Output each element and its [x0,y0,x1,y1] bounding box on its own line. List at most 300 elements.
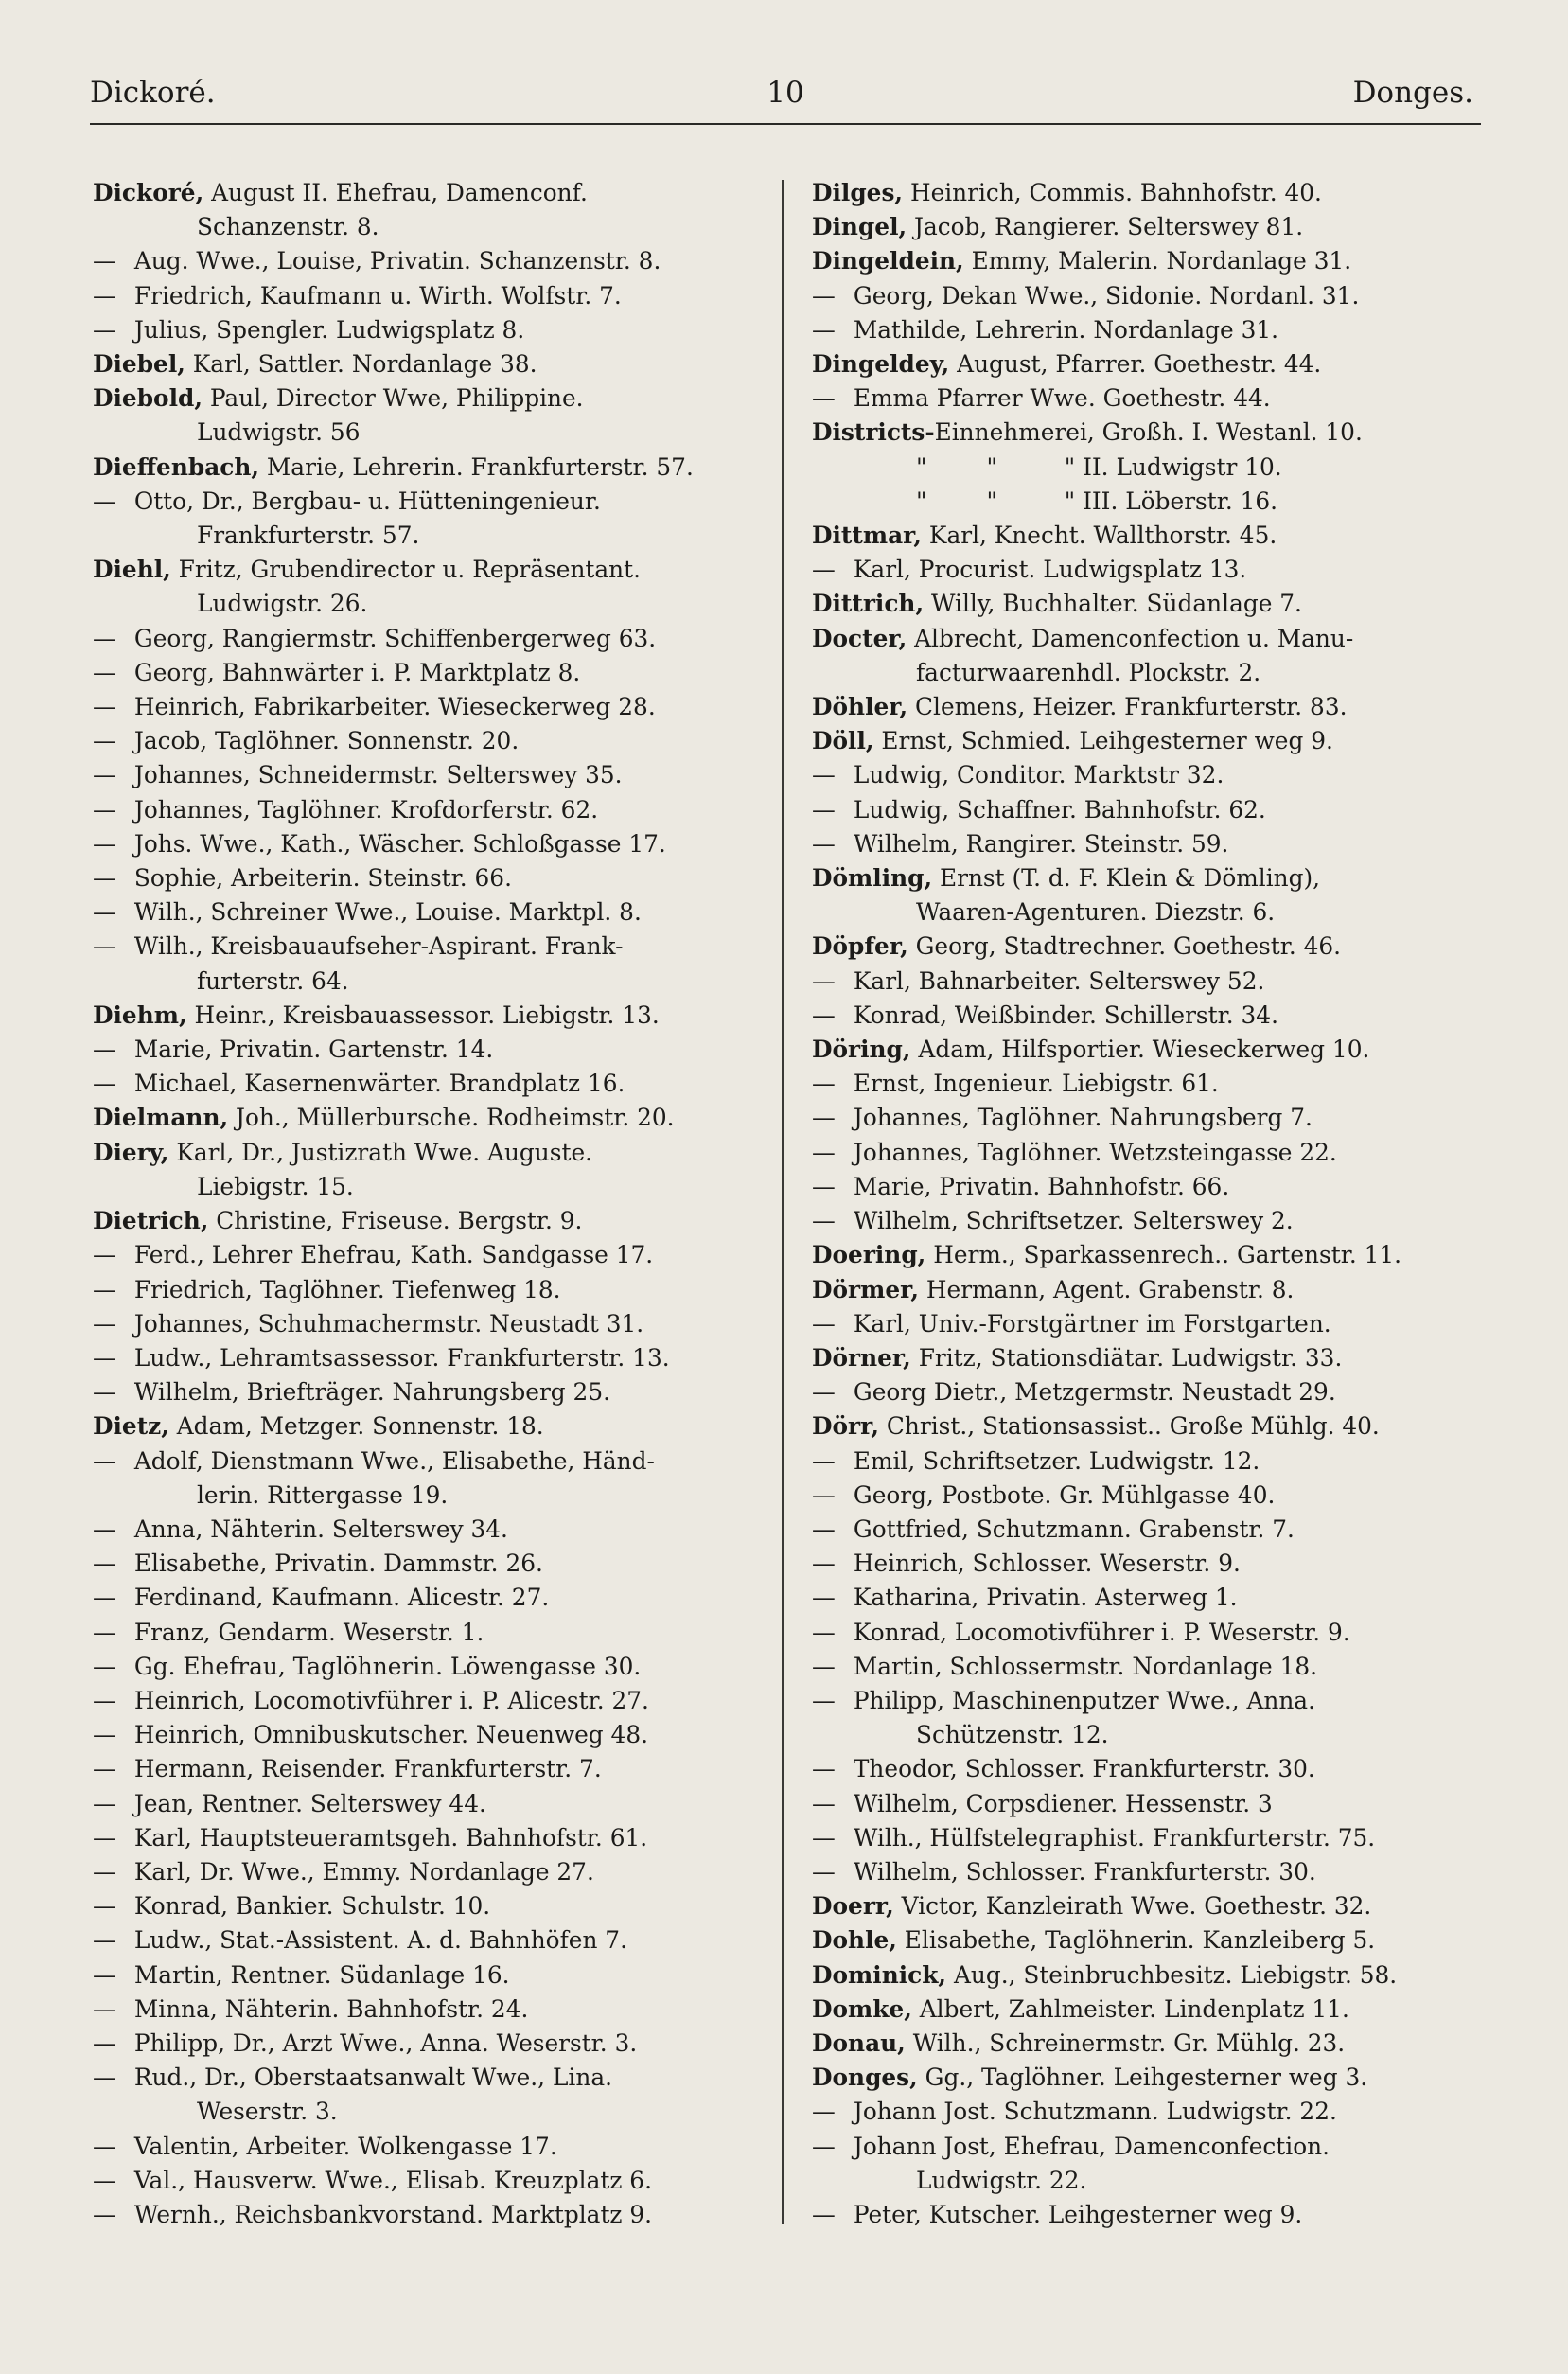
directory-entry [812,244,1486,278]
entry-details: Johannes, Taglöhner. Krofdorferstr. 62. [127,795,599,824]
directory-subentry [93,485,766,519]
directory-entry [93,999,766,1033]
directory-subentry [93,279,766,313]
entry-continuation: Liebigstr. 15. [197,1172,354,1200]
page-number: 10 [766,76,804,110]
ditto-dash: — [93,693,116,721]
surname: Dielmann, [93,1104,229,1132]
entry-details: Wilhelm, Rangirer. Steinstr. 59. [846,829,1229,858]
entry-details: Ernst (T. d. F. Klein & Dömling), [932,864,1321,893]
entry-details: Ernst, Schmied. Leihgesterner weg 9. [873,727,1333,755]
entry-details: Martin, Schlossermstr. Nordanlage 18. [846,1652,1318,1680]
directory-entry [812,861,1486,895]
entry-details: Ludw., Lehramtsassessor. Frankfurterstr. 13. [127,1343,670,1372]
directory-subentry [93,1067,766,1101]
entry-details: Karl, Procurist. Ludwigsplatz 13. [846,556,1247,584]
directory-subentry [93,1993,766,2027]
entry-continuation: Ludwigstr. 26. [197,590,368,618]
ditto-dash: — [93,1926,116,1955]
ditto-dash: — [93,1275,116,1303]
entry-details: Marie, Privatin. Bahnhofstr. 66. [846,1172,1230,1200]
entry-details: Joh., Müllerbursche. Rodheimstr. 20. [228,1104,675,1132]
ditto-dash: — [812,1789,836,1817]
entry-details: Herm., Sparkassenrech.. Gartenstr. 11. [925,1241,1402,1269]
ditto-dash: — [93,1584,116,1612]
entry-details: Adolf, Dienstmann Wwe., Elisabethe, Händ- [127,1446,655,1475]
surname: Döhler, [812,693,908,721]
surname: Dingeldey, [812,350,950,379]
directory-subentry [93,930,766,964]
entry-details: Konrad, Bankier. Schulstr. 10. [127,1892,491,1921]
entry-details: Marie, Lehrerin. Frankfurterstr. 57. [259,452,694,481]
directory-subentry [93,1581,766,1615]
entry-details: August, Pfarrer. Goethestr. 44. [949,350,1322,379]
directory-subentry [812,2095,1486,2129]
directory-subentry [93,1375,766,1409]
directory-subentry [812,1787,1486,1821]
directory-entry [93,1204,766,1238]
ditto-dash: — [93,727,116,755]
entry-details: Mathilde, Lehrerin. Nordanlage 31. [846,315,1279,344]
ditto-dash: — [812,1070,836,1098]
entry-details: Fritz, Grubendirector u. Repräsentant. [170,556,641,584]
entry-details: Albert, Zahlmeister. Lindenplatz 11. [911,1994,1349,2023]
entry-details: Gottfried, Schutzmann. Grabenstr. 7. [846,1515,1295,1543]
surname: Docter, [812,624,907,652]
entry-details: Gg., Taglöhner. Leihgesterner weg 3. [917,2064,1368,2092]
ditto-dash: — [812,1857,836,1886]
ditto-dash: — [93,1994,116,2023]
ditto-dash: — [812,556,836,584]
ditto-dash: — [93,1755,116,1783]
entry-details: Albrecht, Damenconfection u. Manu- [907,624,1354,652]
entry-details: Elisabethe, Privatin. Dammstr. 26. [127,1550,543,1578]
entry-details: Ferdinand, Kaufmann. Alicestr. 27. [127,1584,550,1612]
entry-details: Georg Dietr., Metzgermstr. Neustadt 29. [846,1378,1336,1407]
entry-details: Ludw., Stat.-Assistent. A. d. Bahnhöfen 7. [127,1926,627,1955]
ditto-dash: — [812,1686,836,1714]
entry-details: Wilhelm, Briefträger. Nahrungsberg 25. [127,1378,610,1407]
entry-details: Jacob, Rangierer. Selterswey 81. [907,213,1304,241]
ditto-dash: — [812,1104,836,1132]
entry-details: Clemens, Heizer. Frankfurterstr. 83. [907,693,1348,721]
entry-details: Friedrich, Kaufmann u. Wirth. Wolfstr. 7. [127,281,622,310]
directory-entry [93,1101,766,1135]
ditto-dash: — [93,1241,116,1269]
surname: Dieffenbach, [93,452,260,481]
ditto-dash: — [812,1652,836,1680]
header-left-catchword: Dickoré. [90,76,216,110]
ditto-dash: — [812,1480,836,1509]
ditto-dash: — [812,1618,836,1646]
header-right-catchword: Donges. [1352,76,1473,110]
entry-continuation: Frankfurterstr. 57. [197,522,420,550]
entry-details: Paul, Director Wwe, Philippine. [202,384,584,413]
entry-details: Adam, Metzger. Sonnenstr. 18. [168,1412,544,1441]
ditto-dash: — [93,2166,116,2194]
directory-entry [812,2061,1486,2095]
entry-details: Val., Hausverw. Wwe., Elisab. Kreuzplatz 6. [127,2166,652,2194]
directory-subentry [93,690,766,724]
entry-details: August II. Ehefrau, Damenconf. [203,179,588,206]
entry-continuation: Ludwigstr. 22. [916,2166,1087,2194]
entry-details: Ferd., Lehrer Ehefrau, Kath. Sandgasse 17. [127,1241,654,1269]
directory-subentry [93,1444,766,1479]
entry-details: Georg, Postbote. Gr. Mühlgasse 40. [846,1480,1276,1509]
ditto-dash: — [93,898,116,927]
directory-subentry [93,313,766,347]
directory-subentry [93,1650,766,1684]
entry-details: Karl, Knecht. Wallthorstr. 45. [922,522,1277,550]
entry-details: Georg, Bahnwärter i. P. Marktplatz 8. [127,658,581,686]
directory-subentry [93,895,766,930]
entry-details: Willy, Buchhalter. Südanlage 7. [924,590,1302,618]
entry-details: Ernst, Ingenieur. Liebigstr. 61. [846,1070,1219,1098]
directory-subentry [812,2130,1486,2164]
directory-subentry [812,381,1486,416]
surname: Döpfer, [812,932,908,961]
ditto-dash: — [93,2029,116,2057]
entry-details: Wilh., Schreiner Wwe., Louise. Marktpl. 8. [127,898,642,927]
entry-details: Philipp, Maschinenputzer Wwe., Anna. [846,1686,1315,1714]
surname: Dörr, [812,1412,880,1441]
entry-details: Karl, Hauptsteueramtsgeh. Bahnhofstr. 61. [127,1823,648,1851]
entry-details: Heinrich, Omnibuskutscher. Neuenweg 48. [127,1721,648,1749]
directory-subentry [93,2130,766,2164]
ditto-dash: — [93,1036,116,1064]
directory-subentry [93,2061,766,2095]
directory-entry [93,451,766,485]
directory-subentry [93,1752,766,1786]
directory-subentry [812,827,1486,861]
directory-subentry [93,724,766,758]
directory-subentry [812,1752,1486,1786]
entry-details: Jacob, Taglöhner. Sonnenstr. 20. [127,727,520,755]
directory-subentry [812,1821,1486,1855]
directory-entry [93,347,766,381]
ditto-dash: — [93,624,116,652]
entry-details: Ludwig, Schaffner. Bahnhofstr. 62. [846,795,1266,824]
surname: Dietz, [93,1412,169,1441]
entry-details: Christine, Friseuse. Bergstr. 9. [208,1207,583,1235]
entry-details: Wernh., Reichsbankvorstand. Marktplatz 9. [127,2200,653,2228]
entry-details: Karl, Univ.-Forstgärtner im Forstgarten. [846,1309,1331,1338]
entry-details: Einnehmerei, Großh. I. Westanl. 10. [934,418,1363,447]
entry-details: Philipp, Dr., Arzt Wwe., Anna. Weserstr. 3. [127,2029,638,2057]
surname: Dingeldein, [812,247,964,275]
entry-continuation: furterstr. 64. [197,966,349,995]
entry-details: Karl, Bahnarbeiter. Selterswey 52. [846,966,1265,995]
entry-details: Victor, Kanzleirath Wwe. Goethestr. 32. [893,1892,1372,1921]
ditto-dash: — [93,2064,116,2092]
entry-details: Hermann, Agent. Grabenstr. 8. [919,1275,1295,1303]
surname: Dohle, [812,1926,897,1955]
entry-details: Adam, Hilfsportier. Wieseckerweg 10. [910,1036,1370,1064]
directory-subentry [93,1273,766,1307]
entry-details: Karl, Dr., Justizrath Wwe. Auguste. [168,1138,593,1166]
entry-continuation: Schützenstr. 12. [916,1721,1109,1749]
directory-entry [812,1238,1486,1272]
ditto-dash: — [93,1550,116,1578]
directory-subentry [812,1136,1486,1170]
ditto-dash: — [93,932,116,961]
entry-details: Georg, Stadtrechner. Goethestr. 46. [907,932,1342,961]
entry-details: Johannes, Taglöhner. Nahrungsberg 7. [846,1104,1313,1132]
directory-entry [812,724,1486,758]
directory-entry [812,519,1486,553]
entry-details: Johs. Wwe., Kath., Wäscher. Schloßgasse 17. [127,829,666,858]
directory-entry [812,1409,1486,1444]
right-column [812,176,1486,2232]
entry-details: Anna, Nähterin. Selterswey 34. [127,1515,508,1543]
ditto-dash: — [812,1001,836,1029]
entry-details: Georg, Rangiermstr. Schiffenbergerweg 63. [127,624,657,652]
ditto-dash: — [812,829,836,858]
ditto-dash: — [93,864,116,893]
directory-subentry [812,1101,1486,1135]
ditto-dash: — [93,315,116,344]
entry-details: Emil, Schriftsetzer. Ludwigstr. 12. [846,1446,1260,1475]
surname: Domke, [812,1994,912,2023]
directory-subentry [93,1513,766,1547]
surname: Diery, [93,1138,169,1166]
directory-subentry [93,758,766,792]
entry-details: Heinrich, Fabrikarbeiter. Wieseckerweg 28. [127,693,656,721]
directory-subentry [93,1958,766,1993]
entry-details: Sophie, Arbeiterin. Steinstr. 66. [127,864,512,893]
directory-subentry [93,1684,766,1718]
entry-details: Peter, Kutscher. Leihgesterner weg 9. [846,2200,1303,2228]
surname: Dietrich, [93,1207,209,1235]
directory-entry [812,1958,1486,1993]
entry-details: Julius, Spengler. Ludwigsplatz 8. [127,315,525,344]
ditto-dash: — [812,1515,836,1543]
directory-entry [812,1993,1486,2027]
directory-subentry [93,1923,766,1958]
entry-details: Wilhelm, Schlosser. Frankfurterstr. 30. [846,1857,1316,1886]
ditto-dash: — [93,1960,116,1989]
directory-entry [812,1341,1486,1375]
directory-subentry [93,1718,766,1752]
directory-subentry [93,2198,766,2232]
entry-details: Wilhelm, Corpsdiener. Hessenstr. 3 [846,1789,1273,1817]
directory-entry [812,690,1486,724]
directory-subentry [812,1650,1486,1684]
directory-subentry [812,965,1486,999]
entry-details: Heinrich, Commis. Bahnhofstr. 40. [903,179,1322,206]
directory-subentry [93,1307,766,1341]
entry-details: Hermann, Reisender. Frankfurterstr. 7. [127,1755,602,1783]
ditto-dash: — [812,1309,836,1338]
surname: Dilges, [812,179,904,206]
directory-entry [812,347,1486,381]
surname: Dingel, [812,213,907,241]
page-header [90,68,1481,117]
ditto-dash: — [93,1823,116,1851]
ditto-dash: — [93,1721,116,1749]
surname: Doerr, [812,1892,894,1921]
directory-subentry [93,1889,766,1923]
directory-entry [812,930,1486,964]
directory-subentry [93,793,766,827]
entry-details: Johannes, Schuhmachermstr. Neustadt 31. [127,1309,644,1338]
directory-entry [812,416,1486,450]
surname: Diebel, [93,350,185,379]
surname: Dittrich, [812,590,925,618]
ditto-dash: — [812,1823,836,1851]
entry-details: Georg, Dekan Wwe., Sidonie. Nordanl. 31. [846,281,1360,310]
ditto-dash: — [93,1686,116,1714]
surname: Doering, [812,1241,926,1269]
ditto-dash: — [93,2132,116,2160]
directory-entry [812,1923,1486,1958]
surname: Dominick, [812,1960,947,1989]
directory-entry [812,587,1486,621]
ditto-dash: — [812,761,836,789]
directory-subentry [93,1616,766,1650]
entry-continuation: Weserstr. 3. [197,2098,338,2126]
directory-subentry [812,758,1486,792]
surname: Dörmer, [812,1275,920,1303]
entry-details: Emma Pfarrer Wwe. Goethestr. 44. [846,384,1271,413]
entry-details: Konrad, Weißbinder. Schillerstr. 34. [846,1001,1278,1029]
directory-entry [812,1889,1486,1923]
ditto-dash: — [93,1070,116,1098]
directory-subentry [812,1170,1486,1204]
entry-continuation: " " " III. Löberstr. 16. [916,487,1278,515]
column-divider [782,180,784,2224]
entry-details: Friedrich, Taglöhner. Tiefenweg 18. [127,1275,561,1303]
directory-entry [812,1033,1486,1067]
directory-entry [93,1136,766,1170]
ditto-dash: — [812,1550,836,1578]
surname: Dickoré, [93,179,204,206]
entry-details: Johannes, Taglöhner. Wetzsteingasse 22. [846,1138,1337,1166]
ditto-dash: — [93,761,116,789]
ditto-dash: — [812,1755,836,1783]
entry-details: Wilh., Hülfstelegraphist. Frankfurterstr. 75. [846,1823,1376,1851]
ditto-dash: — [93,1892,116,1921]
ditto-dash: — [93,1652,116,1680]
directory-subentry [93,2027,766,2061]
entry-details: Emmy, Malerin. Nordanlage 31. [963,247,1352,275]
ditto-dash: — [93,281,116,310]
directory-subentry [812,1479,1486,1513]
directory-entry [812,2027,1486,2061]
entry-details: Aug. Wwe., Louise, Privatin. Schanzenstr. 8. [127,247,661,275]
entry-details: Johann Jost, Ehefrau, Damenconfection. [846,2132,1330,2160]
entry-details: Elisabethe, Taglöhnerin. Kanzleiberg 5. [896,1926,1376,1955]
left-column [93,176,766,2232]
header-rule [90,123,1481,125]
ditto-dash: — [93,1378,116,1407]
ditto-dash: — [93,829,116,858]
entry-details: Valentin, Arbeiter. Wolkengasse 17. [127,2132,557,2160]
entry-details: Wilh., Kreisbauaufseher-Aspirant. Frank- [127,932,624,961]
ditto-dash: — [93,1618,116,1646]
directory-subentry [812,1581,1486,1615]
entry-details: Johann Jost. Schutzmann. Ludwigstr. 22. [846,2098,1337,2126]
entry-details: Michael, Kasernenwärter. Brandplatz 16. [127,1070,625,1098]
directory-subentry [93,1341,766,1375]
directory-subentry [812,1067,1486,1101]
ditto-dash: — [812,1207,836,1235]
entry-details: Fritz, Stationsdiätar. Ludwigstr. 33. [910,1343,1343,1372]
directory-subentry [93,244,766,278]
surname: Donges, [812,2064,918,2092]
entry-details: Franz, Gendarm. Weserstr. 1. [127,1618,484,1646]
ditto-dash: — [93,1446,116,1475]
entry-details: Karl, Sattler. Nordanlage 38. [185,350,537,379]
entry-details: Wilh., Schreinermstr. Gr. Mühlg. 23. [905,2029,1346,2057]
entry-details: Katharina, Privatin. Asterweg 1. [846,1584,1238,1612]
directory-subentry [93,1821,766,1855]
ditto-dash: — [812,384,836,413]
ditto-dash: — [93,1343,116,1372]
ditto-dash: — [812,2132,836,2160]
directory-subentry [812,1204,1486,1238]
surname: Dittmar, [812,522,923,550]
directory-subentry [812,1513,1486,1547]
ditto-dash: — [812,2098,836,2126]
directory-entry [812,176,1486,210]
entry-continuation: Waaren-Agenturen. Diezstr. 6. [916,898,1276,927]
entry-details: Ludwig, Conditor. Marktstr 32. [846,761,1224,789]
entry-continuation: Schanzenstr. 8. [197,213,379,241]
surname: Dörner, [812,1343,911,1372]
entry-details: Karl, Dr. Wwe., Emmy. Nordanlage 27. [127,1857,594,1886]
directory-subentry [93,861,766,895]
directory-entry [93,1409,766,1444]
directory-subentry [93,827,766,861]
directory-subentry [812,1855,1486,1889]
entry-details: Gg. Ehefrau, Taglöhnerin. Löwengasse 30. [127,1652,642,1680]
ditto-dash: — [93,795,116,824]
directory-subentry [812,553,1486,587]
ditto-dash: — [812,1138,836,1166]
directory-subentry [93,2164,766,2198]
entry-details: Marie, Privatin. Gartenstr. 14. [127,1036,494,1064]
surname: Diehm, [93,1001,187,1029]
ditto-dash: — [812,1584,836,1612]
directory-subentry [812,1684,1486,1718]
ditto-dash: — [93,1309,116,1338]
entry-details: Aug., Steinbruchbesitz. Liebigstr. 58. [946,1960,1398,1989]
directory-entry [812,1273,1486,1307]
entry-details: Konrad, Locomotivführer i. P. Weserstr. 9. [846,1618,1350,1646]
ditto-dash: — [93,1857,116,1886]
ditto-dash: — [812,2200,836,2228]
surname: Dömling, [812,864,933,893]
directory-entry [93,381,766,416]
entry-details: Otto, Dr., Bergbau- u. Hütteningenieur. [127,487,601,515]
entry-details: Rud., Dr., Oberstaatsanwalt Wwe., Lina. [127,2064,612,2092]
directory-subentry [812,279,1486,313]
ditto-dash: — [93,1515,116,1543]
ditto-dash: — [93,658,116,686]
directory-subentry [93,656,766,690]
directory-subentry [812,1547,1486,1581]
entry-details: Wilhelm, Schriftsetzer. Selterswey 2. [846,1207,1294,1235]
entry-continuation: " " " II. Ludwigstr 10. [916,452,1282,481]
directory-subentry [812,2198,1486,2232]
entry-details: Heinrich, Schlosser. Weserstr. 9. [846,1550,1241,1578]
directory-subentry [812,1616,1486,1650]
directory-entry [93,553,766,587]
directory-subentry [93,1033,766,1067]
surname: Districts- [812,418,935,447]
surname: Diehl, [93,556,171,584]
